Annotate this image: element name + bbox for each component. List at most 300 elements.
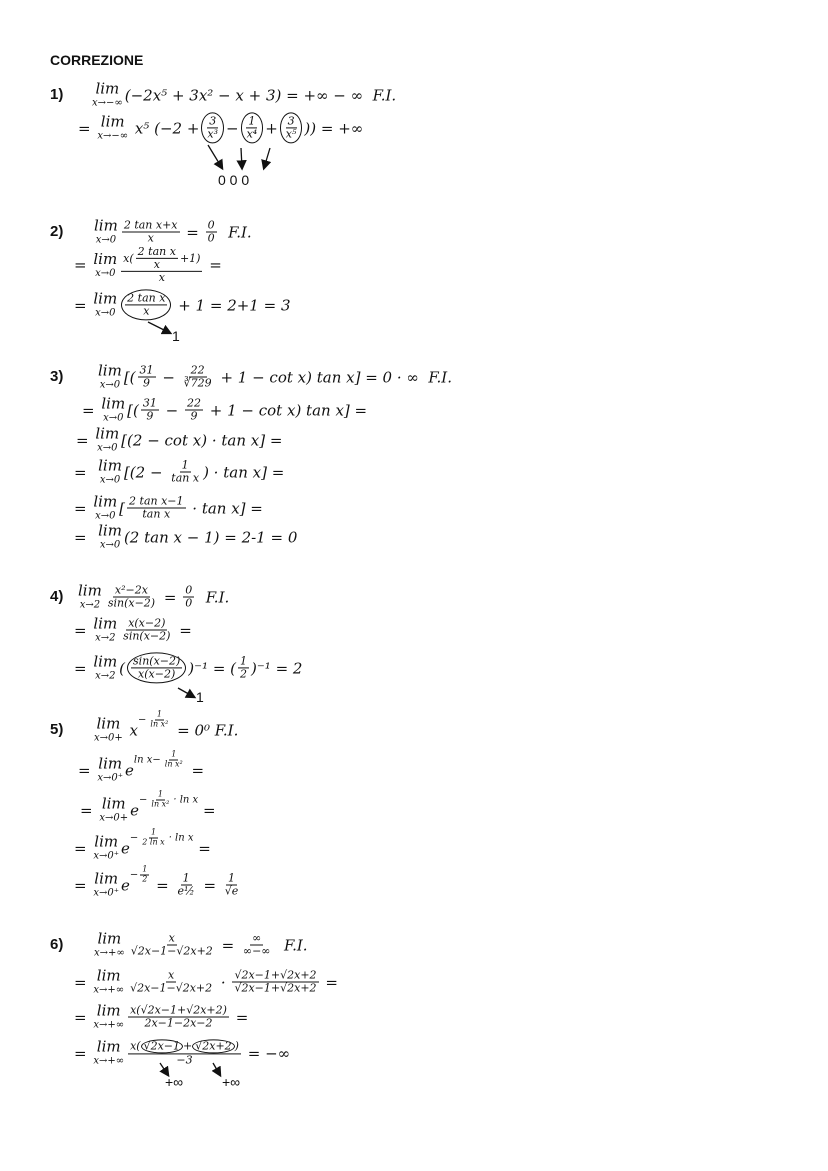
exponent: [138, 711, 172, 730]
math-text: =: [204, 256, 222, 274]
math-text: e: [130, 801, 139, 819]
math-text: x(: [130, 1039, 141, 1053]
limit-operator: [97, 112, 129, 142]
limit-subscript: x→0: [103, 412, 124, 424]
math-text: · tan x] =: [187, 499, 263, 517]
limit-word: lim: [100, 112, 125, 131]
math-text: √2x−1+√2x+2: [234, 981, 317, 995]
math-text: 31: [139, 363, 154, 377]
limit-subscript: x→+∞: [93, 1019, 125, 1031]
math-line: [74, 1001, 249, 1031]
math-text: 1: [228, 871, 236, 885]
limit-operator: [93, 249, 118, 279]
math-line: [74, 1039, 290, 1066]
limit-operator: [99, 794, 129, 824]
math-text: 2: [240, 667, 248, 681]
math-text: (: [119, 659, 126, 677]
math-text: 1: [157, 789, 163, 799]
fraction: [128, 1039, 241, 1066]
math-text: −: [139, 794, 148, 806]
limit-word: lim: [98, 521, 122, 540]
math-text: e½: [177, 884, 195, 898]
math-line: [74, 492, 263, 522]
limit-word: lim: [93, 614, 118, 633]
fraction: [241, 932, 273, 957]
limit-operator: [94, 714, 123, 744]
math-text: x: [168, 931, 175, 945]
math-text: 22: [187, 396, 201, 410]
arrow-icon: [178, 688, 194, 697]
math-text: x³: [207, 127, 219, 141]
math-text: =: [74, 973, 92, 991]
math-text: 2 tan x: [137, 244, 176, 258]
math-text: 0: [207, 231, 215, 245]
fraction: [141, 397, 159, 422]
denominator: [148, 720, 170, 729]
limit-subscript: x→0⁺: [93, 850, 120, 862]
fraction: [238, 655, 249, 680]
math-text: sin(x−2): [133, 654, 181, 668]
fraction: [182, 364, 214, 389]
math-text: e: [121, 839, 130, 857]
math-line: [74, 864, 242, 899]
denominator: [189, 411, 200, 423]
math-text: e: [125, 761, 134, 779]
fraction: [106, 584, 157, 609]
math-text: tan x: [171, 471, 200, 485]
math-text: =: [74, 499, 92, 517]
limit-word: lim: [94, 216, 118, 235]
fraction: [122, 219, 180, 244]
fraction: [206, 219, 217, 244]
fraction: [127, 495, 185, 520]
math-text: ln x²: [164, 759, 183, 769]
exercise-number: 2): [50, 223, 64, 240]
math-text: [(2 − cot x) · tan x] =: [121, 431, 283, 449]
denominator: [146, 233, 156, 245]
math-text: ln x²: [150, 719, 169, 729]
limit-word: lim: [98, 754, 123, 773]
math-text: ): [234, 1039, 239, 1053]
math-text: 9: [143, 376, 151, 390]
math-text: ∞: [252, 931, 262, 945]
fraction: [148, 711, 170, 730]
denominator: [142, 1018, 214, 1030]
denominator: [206, 233, 217, 245]
math-line: [92, 929, 308, 959]
math-text: =: [193, 839, 211, 857]
fraction: [149, 791, 171, 810]
math-text: −: [226, 119, 239, 137]
math-text: −: [138, 714, 147, 726]
limit-result-note: +∞: [222, 1074, 241, 1090]
limit-operator: [98, 361, 122, 391]
math-line: [92, 216, 252, 246]
math-text: =: [74, 528, 97, 546]
denominator: [238, 669, 249, 681]
limit-word: lim: [93, 249, 118, 268]
math-text: =: [198, 801, 216, 819]
limit-operator: [97, 754, 124, 784]
math-text: √2x−1+√2x+2: [234, 968, 317, 982]
limit-operator: [94, 929, 125, 959]
math-line: [80, 789, 216, 824]
limit-operator: [94, 216, 118, 246]
denominator: [241, 946, 273, 958]
math-line: [74, 246, 222, 284]
limit-word: lim: [93, 289, 118, 308]
math-text: ) · tan x] =: [203, 463, 285, 481]
exponent: [130, 829, 194, 848]
limit-word: lim: [93, 652, 118, 671]
math-text: −: [160, 401, 183, 419]
math-text: 0: [185, 583, 193, 597]
limit-word: lim: [98, 361, 122, 380]
limit-subscript: x→0+: [94, 732, 123, 744]
arrow-icon: [241, 148, 242, 168]
math-text: x: [153, 257, 160, 271]
fraction: [121, 617, 172, 642]
math-text: −: [157, 368, 180, 386]
limit-operator: [92, 79, 123, 109]
math-text: 1: [156, 709, 162, 719]
denominator: [152, 259, 162, 271]
denominator: [176, 886, 197, 898]
limit-word: lim: [95, 79, 120, 98]
math-text: √2x−1−√2x+2: [130, 981, 213, 995]
math-text: x: [158, 271, 165, 285]
circled-term: √2x−1: [141, 1039, 183, 1053]
limit-word: lim: [96, 714, 121, 733]
math-line: [74, 521, 298, 551]
denominator: [106, 598, 157, 610]
math-text: [(: [123, 368, 136, 386]
math-text: =: [186, 761, 205, 779]
math-text: ln x²: [151, 799, 170, 809]
math-text: 2 tan x−1: [129, 494, 184, 508]
math-line: [74, 652, 302, 683]
math-text: ln x: [133, 754, 153, 766]
math-text: =: [78, 119, 96, 137]
numerator: [121, 246, 202, 272]
limit-word: lim: [98, 456, 122, 475]
limit-subscript: x→0: [99, 379, 121, 391]
exercise-number: 5): [50, 721, 64, 738]
math-text: +: [265, 119, 278, 137]
denominator: [157, 272, 167, 284]
circled-fraction: [201, 112, 224, 143]
math-text: = 0⁰ F.I.: [172, 721, 239, 739]
math-text: =: [74, 296, 92, 314]
limit-word: lim: [101, 394, 126, 413]
exponent: [130, 866, 151, 885]
math-line: [74, 827, 211, 862]
math-text: x: [147, 231, 154, 245]
denominator: [284, 129, 299, 141]
limit-subscript: x→2: [95, 670, 116, 682]
math-text: =: [216, 936, 239, 954]
math-text: + 1 = 2+1 = 3: [173, 296, 291, 314]
denominator: [169, 473, 201, 485]
math-text: = −∞: [242, 1044, 291, 1062]
math-text: =: [74, 621, 92, 639]
math-text: sin(x−2): [123, 629, 171, 643]
limit-subscript: x→+∞: [93, 1055, 125, 1067]
fraction: [138, 364, 156, 389]
fraction: [128, 1004, 229, 1029]
math-text: =: [74, 876, 92, 894]
limit-subscript: x→0: [95, 307, 116, 319]
math-text: −: [152, 754, 161, 766]
limit-operator: [93, 869, 120, 899]
denominator: [144, 411, 155, 423]
math-text: x(x−2): [138, 667, 176, 681]
limit-operator: [95, 424, 120, 454]
limit-word: lim: [96, 1037, 121, 1056]
math-text: +: [183, 1039, 193, 1053]
math-text: + 1 − cot x) tan x] =: [205, 401, 368, 419]
math-line: [92, 709, 239, 744]
limit-subscript: x→−∞: [92, 97, 123, 109]
math-line: [76, 581, 230, 611]
fraction: [129, 932, 215, 957]
denominator: [205, 129, 220, 141]
math-text: =: [230, 1008, 249, 1026]
circled-fraction: [241, 112, 264, 143]
limit-subscript: x→2: [79, 599, 101, 611]
math-text: =: [159, 588, 182, 606]
limit-operator: [93, 1001, 125, 1031]
numerator: [128, 1039, 241, 1054]
math-text: 3: [209, 114, 217, 128]
denominator: [141, 306, 151, 318]
denominator: [182, 378, 214, 390]
math-text: 22: [190, 363, 205, 377]
math-text: √e: [224, 884, 239, 898]
limit-subscript: x→0: [97, 442, 118, 454]
limit-result-note: +∞: [165, 1074, 184, 1090]
fraction: [176, 872, 197, 897]
fraction: [128, 969, 214, 994]
fraction: [140, 829, 166, 848]
denominator: [140, 838, 166, 847]
math-text: −3: [176, 1053, 193, 1067]
circled-fraction: [127, 652, 186, 683]
arrow-icon: [208, 145, 222, 168]
math-text: [: [119, 499, 126, 517]
math-text: tan x: [142, 507, 171, 521]
math-text: 1: [142, 864, 148, 874]
limit-operator: [98, 456, 122, 486]
denominator: [121, 631, 172, 643]
math-text: −: [129, 869, 139, 881]
math-text: )) = +∞: [304, 119, 364, 137]
math-text: 0: [207, 218, 215, 232]
limit-operator: [93, 966, 125, 996]
limit-word: lim: [96, 1001, 121, 1020]
math-text: =: [74, 839, 92, 857]
math-text: =: [74, 659, 92, 677]
limit-operator: [98, 521, 122, 551]
math-text: · ln x: [168, 832, 194, 844]
math-line: [76, 424, 283, 454]
limit-subscript: x→0: [99, 474, 121, 486]
limit-subscript: x→0+: [99, 812, 129, 824]
limit-operator: [101, 394, 126, 424]
math-text: 31: [142, 396, 157, 410]
fraction: [185, 397, 203, 422]
math-text: x: [124, 721, 138, 739]
math-text: F.I.: [274, 936, 308, 954]
math-text: x⁵: [285, 127, 297, 141]
denominator: [245, 129, 260, 141]
limit-word: lim: [93, 492, 118, 511]
fraction: [163, 751, 185, 770]
limit-subscript: x→0: [95, 510, 116, 522]
math-text: =: [74, 1044, 92, 1062]
fraction: [121, 246, 202, 284]
exercise-number: 4): [50, 588, 64, 605]
arrow-icon: [264, 148, 270, 168]
limit-subscript: x→2: [95, 632, 116, 644]
exponent: [139, 791, 198, 810]
math-text: 9: [190, 409, 198, 423]
math-text: F.I.: [196, 588, 230, 606]
denominator: [136, 669, 177, 681]
fraction: [136, 246, 178, 271]
math-text: 1: [181, 458, 189, 472]
math-text: e: [121, 876, 130, 894]
math-text: 1: [150, 827, 157, 837]
limit-result-note: 1: [172, 328, 180, 344]
math-text: =: [78, 761, 96, 779]
fraction: [223, 872, 241, 897]
math-text: x⁵ (−2 +: [130, 119, 200, 137]
math-text: 2 ln x: [142, 837, 165, 847]
math-text: 2x−1−2x−2: [144, 1016, 213, 1030]
math-text: −: [129, 832, 139, 844]
limit-subscript: x→0: [95, 234, 117, 246]
limit-operator: [93, 614, 118, 644]
math-line: [74, 614, 192, 644]
math-line: [74, 456, 285, 486]
math-text: =: [80, 801, 98, 819]
denominator: [149, 800, 171, 809]
math-line: [90, 79, 397, 109]
math-text: 2 tan x: [127, 291, 166, 305]
math-text: 2 tan x+x: [123, 218, 178, 232]
limit-subscript: x→−∞: [97, 130, 129, 142]
math-text: =: [151, 876, 174, 894]
math-text: (2 tan x − 1) = 2-1 = 0: [123, 528, 298, 546]
fraction: [232, 969, 318, 994]
math-text: F.I.: [218, 223, 252, 241]
fraction: [183, 584, 194, 609]
limit-subscript: x→0⁺: [93, 887, 120, 899]
math-line: [78, 112, 363, 143]
limit-subscript: x→0⁺: [97, 772, 124, 784]
math-text: 0: [185, 596, 193, 610]
limit-word: lim: [78, 581, 102, 600]
math-text: x⁴: [246, 127, 258, 141]
denominator: [163, 760, 185, 769]
math-text: ·: [216, 973, 231, 991]
math-line: [82, 394, 368, 424]
exponent: [134, 751, 187, 770]
math-text: x(: [123, 251, 134, 265]
math-text: 1: [182, 871, 190, 885]
math-text: )⁻¹ = (: [188, 659, 237, 677]
math-text: 9: [146, 409, 154, 423]
denominator: [174, 1055, 194, 1067]
limit-subscript: x→0: [95, 267, 116, 279]
math-line: [96, 361, 452, 391]
limit-word: lim: [101, 794, 126, 813]
math-text: sin(x−2): [107, 596, 156, 610]
limit-result-note: 0 0 0: [218, 172, 250, 188]
math-text: x: [168, 968, 175, 982]
math-text: · ln x: [173, 794, 199, 806]
limit-operator: [93, 289, 118, 319]
limit-word: lim: [96, 966, 121, 985]
limit-word: lim: [94, 869, 119, 888]
limit-operator: [93, 492, 118, 522]
math-line: [74, 966, 338, 996]
limit-word: lim: [95, 424, 120, 443]
denominator: [232, 983, 318, 995]
math-text: =: [198, 876, 221, 894]
limit-operator: [93, 832, 120, 862]
math-text: x(x−2): [128, 616, 166, 630]
math-text: 3: [287, 114, 295, 128]
limit-word: lim: [94, 832, 119, 851]
fraction: [169, 459, 201, 484]
math-text: 1: [248, 114, 256, 128]
exercise-number: 3): [50, 368, 64, 385]
arrow-icon: [148, 322, 170, 333]
math-text: [(2 −: [123, 463, 168, 481]
math-text: =: [82, 401, 100, 419]
math-text: +1): [179, 251, 201, 265]
math-text: 2: [142, 874, 148, 884]
math-text: =: [174, 621, 192, 639]
denominator: [140, 509, 172, 521]
math-text: 1: [171, 749, 177, 759]
math-text: (−2x⁵ + 3x² − x + 3) = +∞ − ∞ F.I.: [124, 86, 397, 104]
denominator: [223, 886, 241, 898]
limit-result-note: 1: [196, 689, 204, 705]
limit-word: lim: [97, 929, 122, 948]
math-text: ∞−∞: [242, 944, 271, 958]
math-text: )⁻¹ = 2: [251, 659, 303, 677]
math-text: x²−2x: [114, 583, 148, 597]
limit-subscript: x→+∞: [93, 984, 125, 996]
math-text: =: [76, 431, 94, 449]
exercise-number: 6): [50, 936, 64, 953]
math-text: x: [143, 304, 150, 318]
math-text: [(: [127, 401, 139, 419]
denominator: [140, 875, 149, 884]
limit-operator: [93, 652, 118, 682]
denominator: [129, 946, 215, 958]
math-text: 1: [240, 654, 248, 668]
math-text: =: [74, 1008, 92, 1026]
limit-operator: [78, 581, 102, 611]
math-text: =: [74, 256, 92, 274]
denominator: [183, 598, 194, 610]
math-line: [78, 749, 205, 784]
page-title: CORREZIONE: [50, 52, 144, 68]
